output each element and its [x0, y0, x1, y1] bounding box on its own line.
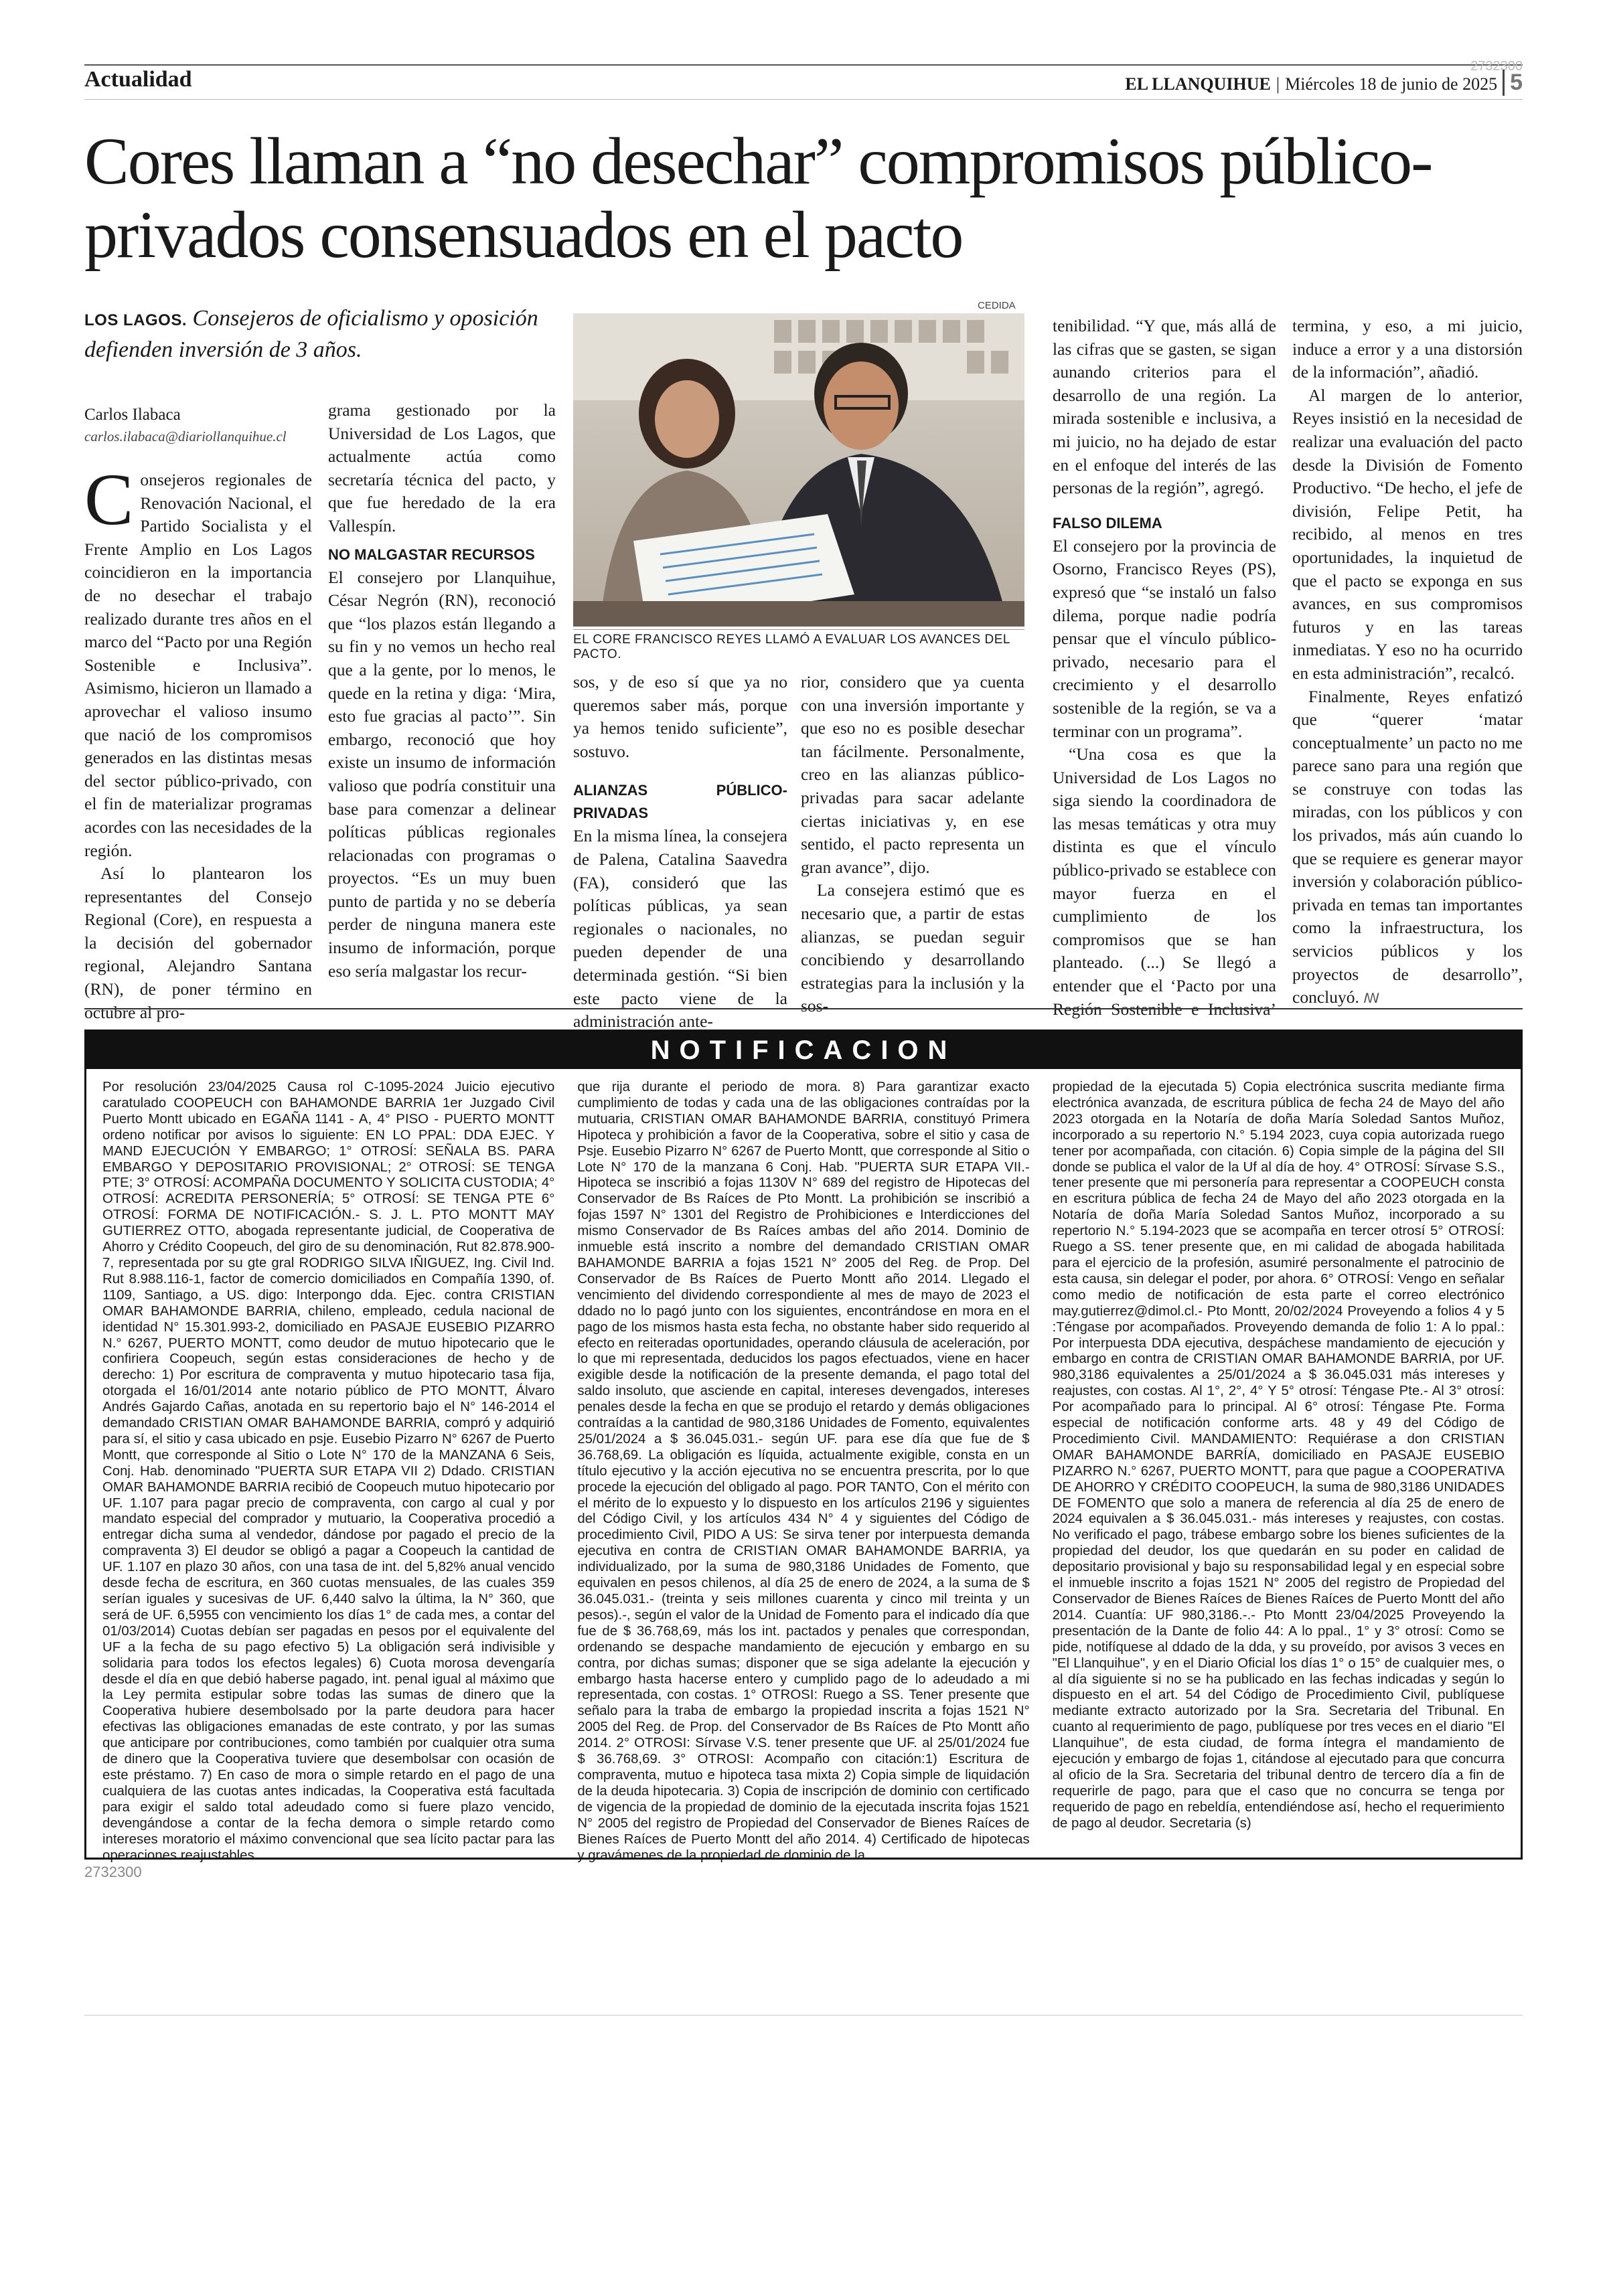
end-mark-icon: ꟿ [1363, 991, 1380, 1007]
article-column-5 [1053, 315, 1276, 1044]
paragraph: La consejera estimó que es necesario que, a partir de estas alianzas, se puedan seguir concibiendo y desarrollando estrategias para la inclusión y la sos- [801, 880, 1024, 1016]
masthead: EL LLANQUIHUE | Miércoles 18 de junio de 2025 5 [1125, 70, 1523, 95]
article-column-4 [801, 671, 1024, 1018]
issue-date: Miércoles 18 de junio de 2025 [1285, 74, 1498, 94]
legal-notice-column-2: que rija durante el periodo de mora. 8) Para garantizar exacto cumplimiento de todas y cada una de las obligaciones contraídas por la mutuaria, CRISTIAN OMAR BAHAMONDE BARRIA, constituyó Primera Hipoteca y prohibición a favor de la Cooperativa, sobre el sitio y casa de Psje. Eusebio Pizarro N° 6267 de Puerto Montt, que corresponde al Sitio o Lote N° 170 de la manzana 6 Conj. Hab. "PUERTA SUR ETAPA VII.- Hipoteca se inscribió a fojas 1130V N° 689 del registro de Hipotecas del Conservador de Bs Raíces de Pto Montt. La prohibición se inscribió a fojas 1597 N° 1301 del Registro de Prohibiciones e Interdicciones del mismo Conservador de Bs Raíces ambas del año 2014. Dominio de inmueble está inscrito a nombre del demandado CRISTIAN OMAR BAHAMONDE BARRIA a fojas 1521 N° 2005 del Reg. de Prop. Del Conservador de Bs Raíces de Puerto Montt año 2014. Llegado el vencimiento del dividendo correspondiente al mes de mayo de 2023 el ddado no lo pagó junto con los siguientes, encontrándose en mora en el pago de los mismos hasta esta fecha, no obstante haber sido requerido al efecto en reiteradas oportunidades, operando cláusula de aceleración, por lo que mi representada, deducidos los pagos efectuados, viene en hacer exigible desde la notificación de la presente demanda, el pago total del saldo insoluto, que asciende en capital, intereses devengados, intereses penales desde la fecha en que se produjo el retardo y demás obligaciones contraídas a la cantidad de 980,3186 Unidades de Fomento, equivalentes 25/01/2024 a $ 36.045.031.- según UF. para ese día que fue de $ 36.768,69. La obligación es líquida, actualmente exigible, consta en un título ejecutivo y la acción ejecutiva no se encuentra prescrita, por lo que procede la ejecución del obligado al pago. POR TANTO, Con el mérito con el mérito de lo expuesto y lo dispuesto en los artículos 2196 y siguientes del Código Civil, y los artículos 434 N° 4 y siguientes del Código de procedimiento Civil, PIDO A US: Se sirva tener por interpuesta demanda ejecutiva en contra de CRISTIAN OMAR BAHAMONDE BARRIA, ya individualizado, por la suma de 980,3186 Unidades de Fomento, que equivalen en pesos chilenos, al día 25 de enero de 2024, a la suma de $ 36.045.031.- (treinta y seis millones cuarenta y cinco mil treinta y un pesos).-, según el valor de la Unidad de Fomento para el indicado día que fue de $ 36.768,69, más los int. pactados y penales que correspondan, ordenando se despache mandamiento de ejecución y embargo en su contra, por dichas sumas; disponer que se siga adelante la ejecución y embargo hasta hacerse entero y cumplido pago de lo adeudado a mi representada, con costas. 1° OTROSI: Ruego a SS. Tener presente que señalo para la traba de embargo la propiedad inscrita a fojas 1521 N° 2005 del Reg. de Prop. del Conservador de Bs Raíces de Pto Montt año 2014. 2° OTROSI: Sírvase V.S. tener presente que UF. al 25/01/2024 fue $ 36.768,69. 3° OTROSI: Acompaño con citación:1) Escritura de compraventa, mutuo e hipoteca tasa mixta 2) Copia simple de liquidación de la deuda hipotecaria. 3) Copia de inscripción de dominio con certificado de vigencia de la propiedad de dominio de la ejecutada inscrita fojas 1521 N° 2005 del registro de Propiedad del Conservador de Bienes Raíces de Bienes Raíces de Puerto Montt del año 2014. 4) Certificado de hipotecas y gravámenes de la propiedad de dominio de la [577, 1080, 1030, 1863]
article-bottom-rule [84, 1008, 1523, 1009]
drop-cap: C [84, 459, 134, 540]
dek-text: Consejeros de oficialismo y oposición defienden inversión de 3 años. [84, 306, 538, 362]
photo-credit: CEDIDA [978, 300, 1016, 311]
paragraph: Finalmente, Reyes enfatizó que “querer ‘matar conceptualmente’ un pacto no me parece sano para una región que se construye con todas las miradas, con los públicos y con los privados, más aún cuando lo que se requiere es generar mayor inversión y colaboración público-privada en temas tan importantes como la infraestructura, los servicios públicos y los proyectos de desarrollo”, concluyó. [1292, 686, 1523, 1007]
dek-kicker: LOS LAGOS. [84, 311, 187, 329]
byline-author: Carlos Ilabaca [84, 406, 181, 424]
byline-email: carlos.ilabaca@diariollanquihue.cl [84, 428, 287, 444]
subhead: FALSO DILEMA [1053, 514, 1162, 531]
photo-caption: EL CORE FRANCISCO REYES LLAMÓ A EVALUAR LOS AVANCES DEL PACTO. [573, 629, 1024, 662]
paragraph: El consejero por la provincia de Osorno, Francisco Reyes (PS), expresó que “se instaló un falso dilema, porque nadie podría pensar que el vínculo público-privado, necesario para el crecimiento y el desarrollo sostenible de la región, se va a terminar con un programa”. [1053, 536, 1276, 741]
paragraph: Al margen de lo anterior, Reyes insistió en la necesidad de realizar una evaluación del pacto desde la División de Fomento Productivo. “De hecho, el jefe de división, Felipe Petit, ha recibido, al menos en tres oportunidades, la inquietud de que el pacto se exponga en sus avances, en sus compromisos futuros y en las tareas inmediatas. Y eso no ha ocurrido en esta administración”, recalcó. [1292, 385, 1523, 683]
paragraph: onsejeros regionales de Renovación Nacional, el Partido Socialista y el Frente Amplio en Los Lagos coincidieron en la importancia de no desechar el trabajo realizado durante tres años en el marco del “Pacto por una Región Sostenible e Inclusiva”. Asimismo, hicieron un llamado a aprovechar el valioso insumo que nació de los compromisos generados en las distintas mesas del sector público-privado, con el fin de materializar programas acordes con las necesidades de la región. [84, 470, 312, 860]
publication-name: EL LLANQUIHUE [1125, 74, 1271, 94]
legal-notice-id: 2732300 [84, 1864, 142, 1880]
article-dek [84, 304, 540, 365]
legal-notice-title: NOTIFICACION [86, 1032, 1521, 1069]
paragraph: “Una cosa es que la Universidad de Los Lagos no siga siendo la coordinadora de las mesas temáticas y otra muy distinta es que el vínculo público-privado se establece con mayor fuerza en el cumplimiento de los compromisos que se han planteado. (...) Se llegó a entender que el ‘Pacto por una Región Sostenible e Inclusiva’ [1053, 744, 1276, 1019]
paragraph: En la misma línea, la consejera de Palena, Catalina Saavedra (FA), consideró que las políticas públicas, ya sean regionales o nacionales, no pueden depender de una determinada gestión. “Si bien este pacto viene de la administración ante- [573, 826, 787, 1032]
paragraph: rior, considero que ya cuenta con una inversión importante y que eso no es posible desechar tan fácilmente. Personalmente, creo en las alianzas público-privadas para sacar adelante ciertas iniciativas y, en ese sentido, el pacto representa un gran avance”, dijo. [801, 672, 1024, 877]
photo-illustration [573, 313, 1024, 627]
article-photo [573, 313, 1024, 627]
paragraph: Así lo plantearon los representantes del Consejo Regional (Core), en respuesta a la decisión del gobernador regional, Alejandro Santana (RN), de poner término en octubre al pro- [84, 864, 312, 1022]
paragraph: grama gestionado por la Universidad de Los Lagos, que actualmente actúa como secretaría técnica del pacto, y que fue heredado de la era Vallespín. [328, 400, 556, 536]
article-column-1 [84, 459, 312, 1024]
subhead: ALIANZAS PÚBLICO-PRIVADAS [573, 782, 787, 822]
page-corner-id: 2732300 [1470, 59, 1523, 74]
header-divider [84, 99, 1523, 100]
article-column-6 [1292, 315, 1523, 1011]
legal-notice-column-1: Por resolución 23/04/2025 Causa rol C-1095-2024 Juicio ejecutivo caratulado COOPEUCH con BAHAMONDE BARRIA 1er Juzgado Civil Puerto Montt ubicado en EGAÑA 1141 - A, 4° PISO - PUERTO MONTT ordeno notificar por avisos lo siguiente: EN LO PPAL: DDA EJEC. Y MAND EJECUCIÓN Y EMBARGO; 1° OTROSÍ: SEÑALA BS. PARA EMBARGO Y DEPOSITARIO PROVISIONAL; 2° OTROSÍ: SE TENGA PTE; 3° OTROSÍ: ACOMPAÑA DOCUMENTO Y SOLICITA CUSTODIA; 4° OTROSÍ: ACREDITA PERSONERÍA; 5° OTROSÍ: SE TENGA PTE 6° OTROSÍ: FORMA DE NOTIFICACIÓN.- S. J. L. PTO MONTT MAY GUTIERREZ OTTO, abogada representante judicial, de Cooperativa de Ahorro y Crédito Coopeuch, del giro de su denominación, Rut 82.878.900-7, representada por su gte gral RODRIGO SILVA IÑIGUEZ, Ing. Civil Ind. Rut 8.988.116-1, factor de comercio domiciliados en Compañía 1390, of. 1109, Santiago, a US. digo: Interpongo dda. Ejec. contra CRISTIAN OMAR BAHAMONDE BARRIA, chileno, empleado, cedula nacional de identidad N° 15.301.993-2, domiciliado en PASAJE EUSEBIO PIZARRO N.° 6267, PUERTO MONTT, como deudor de mutuo hipotecario que le confiriera Coopeuch, según estas consideraciones de hecho y de derecho: 1) Por escritura de compraventa y mutuo hipotecario tasa fija, otorgada el 16/01/2014 ante notario público de PTO MONTT, Álvaro Andrés Gajardo Cañas, anotada en su repertorio bajo el N° 146-2014 el demandado CRISTIAN OMAR BAHAMONDE BARRIA, compró y adquirió para sí, el sitio y casa ubicado en psje. Eusebio Pizarro N° 6267 de Puerto Montt, que corresponde al Sitio o Lote N° 170 de la MANZANA 6 Seis, Conj. Hab. denominado "PUERTA SUR ETAPA VII 2) Ddado. CRISTIAN OMAR BAHAMONDE BARRIA recibió de Coopeuch mutuo hipotecario por UF. 1.107 para pagar precio de compraventa, con cargo al cual y por mandato especial del comprador y mutuario, la Cooperativa procedió a entregar dicha suma al vendedor, dándose por pagado el precio de la compraventa 3) El deudor se obligó a pagar a Coopeuch la cantidad de UF. 1.107 en plazo 30 años, con una tasa de int. del 5,82% anual vencido desde fecha de escritura, en 360 cuotas mensuales, de las cuales 359 serían iguales y sucesivas de UF. 6,440 salvo la última, la N° 360, que será de UF. 6,5955 con vencimiento los días 1° de cada mes, a contar del 01/03/2014) Cuotas debían ser pagadas en pesos por el equivalente del UF a la fecha de su pago efectivo 5) La obligación será indivisible y solidaria para todos los efectos legales) 6) Cuota morosa devengaría desde el día en que debió haberse pagado, int. penal igual al máximo que la Ley permita estipular sobre todas las sumas de dinero que la Cooperativa hubiere desembolsado por la parte deudora para hacer efectivas las obligaciones emanadas de este contrato, y por las sumas que anticipare por contribuciones, como también por cualquier otra suma de dinero que la Cooperativa tuviere que desembolsar con ocasión de este préstamo. 7) En caso de mora o simple retardo en el pago de una cualquiera de las cuotas antes indicadas, la Cooperativa está facultada para exigir el saldo total adeudado como si fuere plazo vencido, devengándose a contar de la fecha demora o simple retardo como intereses moratorio el máximo convencional que sea lícito pactar para las operaciones reajustables [102, 1080, 555, 1863]
subhead: NO MALGASTAR RECURSOS [328, 546, 535, 563]
article-column-2 [328, 399, 556, 983]
footer-rule [84, 2015, 1523, 2016]
paragraph: termina, y eso, a mi juicio, induce a error y a una distorsión de la información”, añadió. [1292, 316, 1523, 382]
top-rule [84, 64, 1523, 66]
legal-notice-body [102, 1080, 1505, 1863]
article-column-3 [573, 671, 787, 1034]
paragraph: El consejero por Llanquihue, César Negrón (RN), reconoció que “los plazos están llegando a su fin y no vemos un hecho real que a la gente, por lo menos, le quede en la retina y diga: ‘Mira, esto fue gracias al pacto’”. Sin embargo, reconoció que hoy existe un insumo de información valioso que podría constituir una base para comenzar a delinear políticas públicas regionales relacionadas con programas o proyectos. “Es un muy buen punto de partida y no se debería perder de ninguna manera este insumo de información, porque eso sería malgastar los recur- [328, 567, 556, 981]
paragraph: tenibilidad. “Y que, más allá de las cifras que se gasten, se sigan aunando criterios para el desarrollo de una región. La mirada sostenible e inclusiva, a mi juicio, no ha dejado de estar en el enfoque del interés de las personas de la región”, agregó. [1053, 316, 1276, 498]
article-headline: Cores llaman a “no desechar” compromisos público-privados consensuados en el pacto [84, 124, 1432, 272]
legal-notice-box [84, 1030, 1523, 1863]
paragraph: sos, y de eso sí que ya no queremos saber más, porque ya hemos tenido suficiente”, sostuvo. [573, 672, 787, 761]
legal-notice-column-3: propiedad de la ejecutada 5) Copia electrónica suscrita mediante firma electrónica avanzada, de escritura pública de fecha 24 de Mayo del año 2023 otorgada en la Notaría de doña María Soledad Santos Muñoz, incorporado a su repertorio N.° 5.194 2023, cuya copia autorizada ruego tener por acompañada, con citación. 6) Copia simple de la página del SII donde se publica el valor de la Uf al día de hoy. 4° OTROSÍ: Sírvase S.S., tener presente que mi personería para representar a COOPEUCH consta en escritura pública de fecha 24 de Mayo del año 2023 otorgada en la Notaría de doña María Soledad Santos Muñoz, incorporado a su repertorio N.° 5.194-2023 que se acompaña en tercer otrosí 5° OTROSÍ: Ruego a SS. tener presente que, en mi calidad de abogada habilitada para el ejercicio de la profesión, asumiré personalmente el patrocinio de esta causa, sin delegar el poder, por ahora. 6° OTROSÍ: Vengo en señalar como medio de notificación de esta parte el correo electrónico may.gutierrez@dimol.cl.- Pto Montt, 20/02/2024 Proveyendo a folios 4 y 5 :Téngase por acompañados. Proveyendo demanda de folio 1: A lo ppal.: Por interpuesta DDA ejecutiva, despáchese mandamiento de ejecución y embargo en contra de CRISTIAN OMAR BAHAMONDE BARRIA, por UF. 980,3186 equivalentes a 25/01/2024 a $ 36.045.031 más intereses y reajustes, con costas. Al 1°, 2°, 4° Y 5° otrosí: Téngase Pte.- Al 3° otrosí: Por acompañado para lo principal. Al 6° otrosí: Téngase Pte. Forma especial de notificación conforme arts. 48 y 49 del Código de Procedimiento Civil. MANDAMIENTO: Requiérase a don CRISTIAN OMAR BAHAMONDE BARRÍA, domiciliado en PASAJE EUSEBIO PIZARRO N.° 6267, PUERTO MONTT, para que pague a COOPERATIVA DE AHORRO Y CRÉDITO COOPEUCH, la suma de 980,3186 UNIDADES DE FOMENTO que solo a manera de referencia al día 25 de enero de 2024 equivalen a $ 36.045.031.- más intereses y reajustes, con costas. No verificado el pago, trábese embargo sobre los bienes suficientes de la propiedad del deudor, los que quedarán en su poder en calidad de depositario provisional y bajo su responsabilidad legal y en especial sobre el inmueble inscrito a fojas 1521 N° 2005 del registro de Propiedad del Conservador de Bienes Raíces de Bienes Raíces de Puerto Montt del año 2014. Cuantía: UF 980,3186.-.- Pto Montt 23/04/2025 Proveyendo la presentación de la Dante de folio 44: A lo ppal., 1° y 3° otrosí: Como se pide, notifíquese al ddado de la dda, y su proveído, por avisos 3 veces en "El Llanquihue", y en el Diario Oficial los días 1° o 15° de cualquier mes, o al día siguiente si no se ha publicado en las fechas indicadas y según lo dispuesto en el art. 54 del Código de Procedimiento Civil, publíquese mediante extracto autorizado por la Sra. Secretaria del Tribunal. En cuanto al requerimiento de pago, publíquese por tres veces en el diario "El Llanquihue", de esta ciudad, de forma íntegra el mandamiento de ejecución y embargo de fojas 1, citándose al ejecutado para que concurra al oficio de la Sra. Secretaria del tribunal dentro de tercero día a fin de requerirle de pago, para que el caso que no concurra se tenga por requerido de pago en rebeldía, entendiéndose así, hecho el requerimiento de pago al deudor. Secretaria (s) [1052, 1080, 1505, 1831]
section-label: Actualidad [84, 67, 192, 92]
page-number: 5 [1503, 70, 1523, 96]
